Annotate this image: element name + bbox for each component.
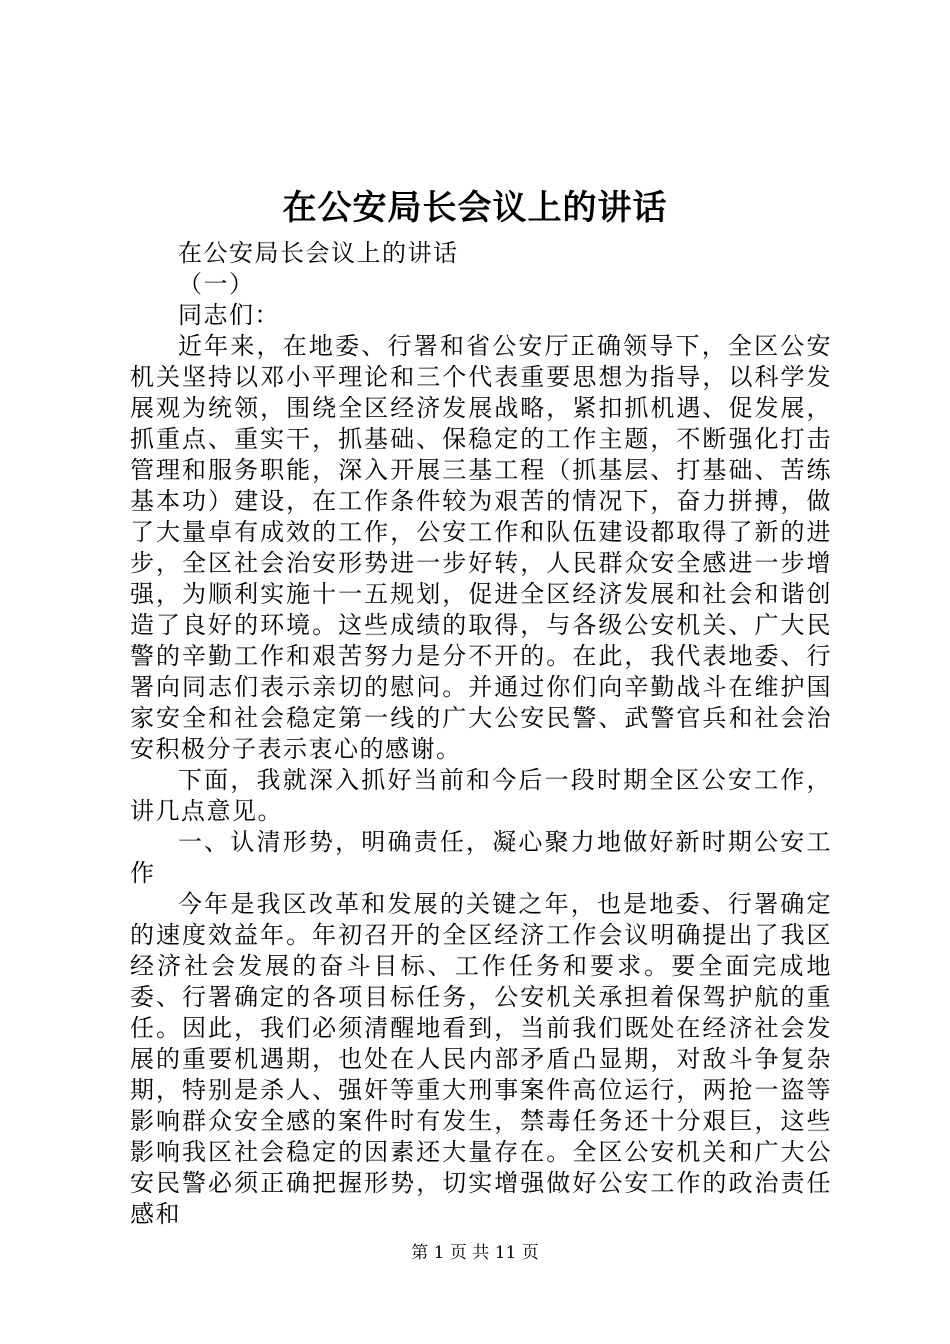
paragraph-section-number: （一） [178, 270, 255, 298]
document-title: 在公安局长会议上的讲话 [282, 188, 668, 228]
page-footer: 第 1 页 共 11 页 [411, 1243, 539, 1263]
paragraph-achievements: 近年来，在地委、行署和省公安厅正确领导下，全区公安机关坚持以邓小平理论和三个代表重要思想为指导，以科学发展观为统领，围绕全区经济发展战略，紧扣抓机遇、促发展，抓重点、重实干，抓基础、保稳定的工作主题，不断强化打击管理和服务职能，深入开展三基工程（抓基层、打基础、苦练基本功）建设，在工作条件较为艰苦的情况下，奋力拼搏，做了大量卓有成效的工作，公安工作和队伍建设都取得了新的进步，全区社会治安形势进一步好转，人民群众安全感进一步增强，为顺利实施十一五规划，促进全区经济发展和社会和谐创造了良好的环境。这些成绩的取得，与各级公安机关、广大民警的辛勤工作和艰苦努力是分不开的。在此，我代表地委、行署向同志们表示亲切的慰问。并通过你们向辛勤战斗在维护国家安全和社会稳定第一线的广大公安民警、武警官兵和社会治安积极分子表示衷心的感谢。 [130, 332, 832, 763]
paragraph-subtitle: 在公安局长会议上的讲话 [178, 239, 459, 267]
paragraph-situation: 今年是我区改革和发展的关键之年，也是地委、行署确定的速度效益年。年初召开的全区经济工作会议明确提出了我区经济社会发展的奋斗目标、工作任务和要求。要全面完成地委、行署确定的各项目标任务，公安机关承担着保驾护航的重任。因此，我们必须清醒地看到，当前我们既处在经济社会发展的重要机遇期，也处在人民内部矛盾凸显期，对敌斗争复杂期，特别是杀人、强奸等重大刑事案件高位运行，两抢一盗等影响群众安全感的案件时有发生，禁毒任务还十分艰巨，这些影响我区社会稳定的因素还大量存在。全区公安机关和广大公安民警必须正确把握形势，切实增强做好公安工作的政治责任感和 [130, 890, 832, 1228]
document-body [130, 238, 832, 1230]
paragraph-salutation: 同志们： [178, 301, 280, 329]
paragraph-heading-one: 一、认清形势，明确责任，凝心聚力地做好新时期公安工作 [130, 828, 832, 887]
paragraph-intro-opinions: 下面，我就深入抓好当前和今后一段时期全区公安工作，讲几点意见。 [130, 766, 832, 825]
